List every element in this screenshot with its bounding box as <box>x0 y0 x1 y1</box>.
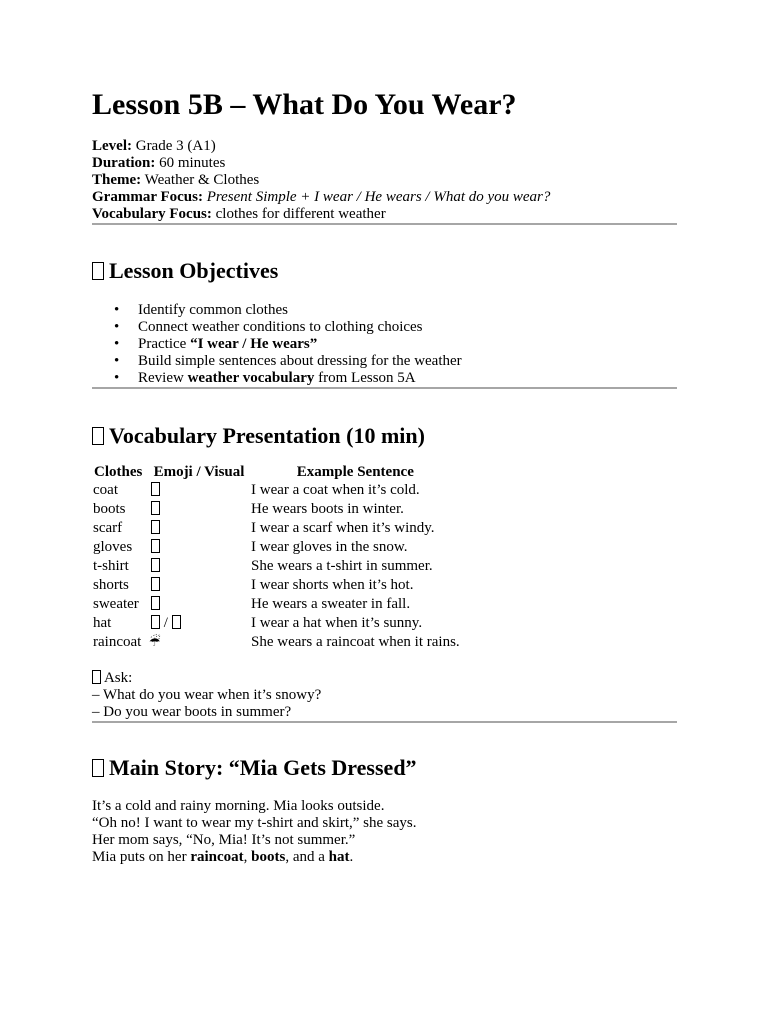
cell-word: boots <box>93 501 126 517</box>
clothing-emoji-icon <box>151 482 160 496</box>
divider <box>92 387 677 389</box>
vocabulary-table <box>92 463 461 653</box>
header-example: Example Sentence <box>296 464 414 480</box>
meta-line <box>92 172 677 189</box>
lesson-content <box>92 88 677 866</box>
cell-sentence: He wears boots in winter. <box>251 501 404 517</box>
story-text-part: Mia puts on her <box>92 849 191 865</box>
objectives-heading <box>92 258 677 284</box>
story-text <box>92 798 677 866</box>
meta-line <box>92 155 677 172</box>
ask-question: – Do you wear boots in summer? <box>92 704 292 720</box>
cell-visual <box>148 596 250 615</box>
header-clothes: Clothes <box>94 464 143 480</box>
cell-word: coat <box>93 482 118 498</box>
meta-value: Grade 3 (A1) <box>135 138 216 154</box>
header-visual: Emoji / Visual <box>153 464 245 480</box>
meta-value: Present Simple + I wear / He wears / What do you wear? <box>206 189 551 205</box>
table-row <box>92 482 461 501</box>
table-row <box>92 520 461 539</box>
clothing-emoji-icon <box>151 539 160 553</box>
divider <box>92 223 677 225</box>
cell-visual <box>148 558 250 577</box>
umbrella-icon: ☔ <box>149 635 161 650</box>
meta-label: Theme: <box>92 172 142 188</box>
objective-text: Review <box>138 370 188 386</box>
story-line: Her mom says, “No, Mia! It’s not summer.” <box>92 832 356 848</box>
story-heading <box>92 755 677 781</box>
cell-word: shorts <box>93 577 129 593</box>
clothing-emoji-icon <box>151 596 160 610</box>
vocabulary-heading <box>92 423 677 449</box>
objective-text: Connect weather conditions to clothing choices <box>138 319 423 335</box>
story-line <box>92 849 677 866</box>
story-bold-word: boots <box>251 849 286 865</box>
meta-line <box>92 206 677 223</box>
meta-label: Vocabulary Focus: <box>92 206 212 222</box>
objective-bold: weather vocabulary <box>187 370 315 386</box>
bullet-icon: • <box>114 319 120 335</box>
bullet-icon: • <box>114 336 120 352</box>
story-bold-word: hat <box>328 849 350 865</box>
table-row <box>92 596 461 615</box>
ask-question: – What do you wear when it’s snowy? <box>92 687 322 703</box>
story-line: “Oh no! I want to wear my t-shirt and skirt,” she says. <box>92 815 417 831</box>
list-item <box>114 353 677 370</box>
clothing-emoji-icon <box>151 615 160 629</box>
cell-visual <box>148 577 250 596</box>
objective-text: Build simple sentences about dressing for the weather <box>138 353 462 369</box>
page-title: Lesson 5B – What Do You Wear? <box>92 88 517 121</box>
objective-text: Identify common clothes <box>138 302 288 318</box>
clothes-icon <box>92 427 104 445</box>
clothing-emoji-icon <box>151 558 160 572</box>
story-bold-word: raincoat <box>190 849 244 865</box>
objectives-list <box>92 302 677 387</box>
table-row <box>92 634 461 653</box>
slash-separator: / <box>163 615 168 631</box>
cell-sentence: I wear gloves in the snow. <box>251 539 408 555</box>
meta-label: Grammar Focus: <box>92 189 203 205</box>
cell-visual <box>148 539 250 558</box>
divider <box>92 721 677 723</box>
objective-bold: “I wear / He wears” <box>190 336 318 352</box>
clothing-emoji-icon <box>151 577 160 591</box>
clothing-emoji-icon <box>151 501 160 515</box>
cell-sentence: I wear a coat when it’s cold. <box>251 482 420 498</box>
target-icon <box>92 262 104 280</box>
meta-value: Weather & Clothes <box>144 172 260 188</box>
cell-word: scarf <box>93 520 123 536</box>
story-text-part: . <box>349 849 354 865</box>
cell-word: t-shirt <box>93 558 129 574</box>
table-row <box>92 558 461 577</box>
cell-sentence: I wear shorts when it’s hot. <box>251 577 414 593</box>
bullet-icon: • <box>114 353 120 369</box>
cell-word: hat <box>93 615 112 631</box>
list-item <box>114 302 677 319</box>
cell-sentence: She wears a t-shirt in summer. <box>251 558 433 574</box>
table-row <box>92 577 461 596</box>
story-text-part: , and a <box>285 849 329 865</box>
book-icon <box>92 759 104 777</box>
cell-visual <box>148 520 250 539</box>
table-row <box>92 539 461 558</box>
cell-visual <box>148 634 250 653</box>
sun-emoji-icon <box>172 615 181 629</box>
cell-visual <box>148 482 250 501</box>
bullet-icon: • <box>114 370 120 386</box>
ask-line <box>92 670 677 687</box>
lesson-meta <box>92 138 677 223</box>
table-header-row <box>92 463 461 482</box>
cell-word: gloves <box>93 539 133 555</box>
cell-visual <box>148 615 250 634</box>
objective-text: from Lesson 5A <box>314 370 416 386</box>
cell-sentence: I wear a scarf when it’s windy. <box>251 520 435 536</box>
cell-word: raincoat <box>93 634 142 650</box>
question-icon <box>92 670 101 684</box>
table-row <box>92 501 461 520</box>
cell-sentence: He wears a sweater in fall. <box>251 596 411 612</box>
cell-sentence: She wears a raincoat when it rains. <box>251 634 460 650</box>
story-line: It’s a cold and rainy morning. Mia looks outside. <box>92 798 385 814</box>
list-item <box>114 370 677 387</box>
meta-line <box>92 138 677 155</box>
meta-label: Level: <box>92 138 132 154</box>
meta-value: clothes for different weather <box>215 206 386 222</box>
ask-label: Ask: <box>103 670 133 686</box>
cell-word: sweater <box>93 596 139 612</box>
meta-line <box>92 189 677 206</box>
meta-label: Duration: <box>92 155 156 171</box>
clothing-emoji-icon <box>151 520 160 534</box>
objective-text: Practice <box>138 336 191 352</box>
list-item <box>114 336 677 353</box>
cell-visual <box>148 501 250 520</box>
story-heading-text: Main Story: “Mia Gets Dressed” <box>109 755 417 780</box>
vocabulary-heading-text: Vocabulary Presentation (10 min) <box>109 423 425 448</box>
list-item <box>114 319 677 336</box>
bullet-icon: • <box>114 302 120 318</box>
table-row <box>92 615 461 634</box>
cell-sentence: I wear a hat when it’s sunny. <box>251 615 423 631</box>
objectives-heading-text: Lesson Objectives <box>109 258 279 283</box>
meta-value: 60 minutes <box>159 155 226 171</box>
story-text-part: , <box>243 849 252 865</box>
ask-block <box>92 670 677 721</box>
